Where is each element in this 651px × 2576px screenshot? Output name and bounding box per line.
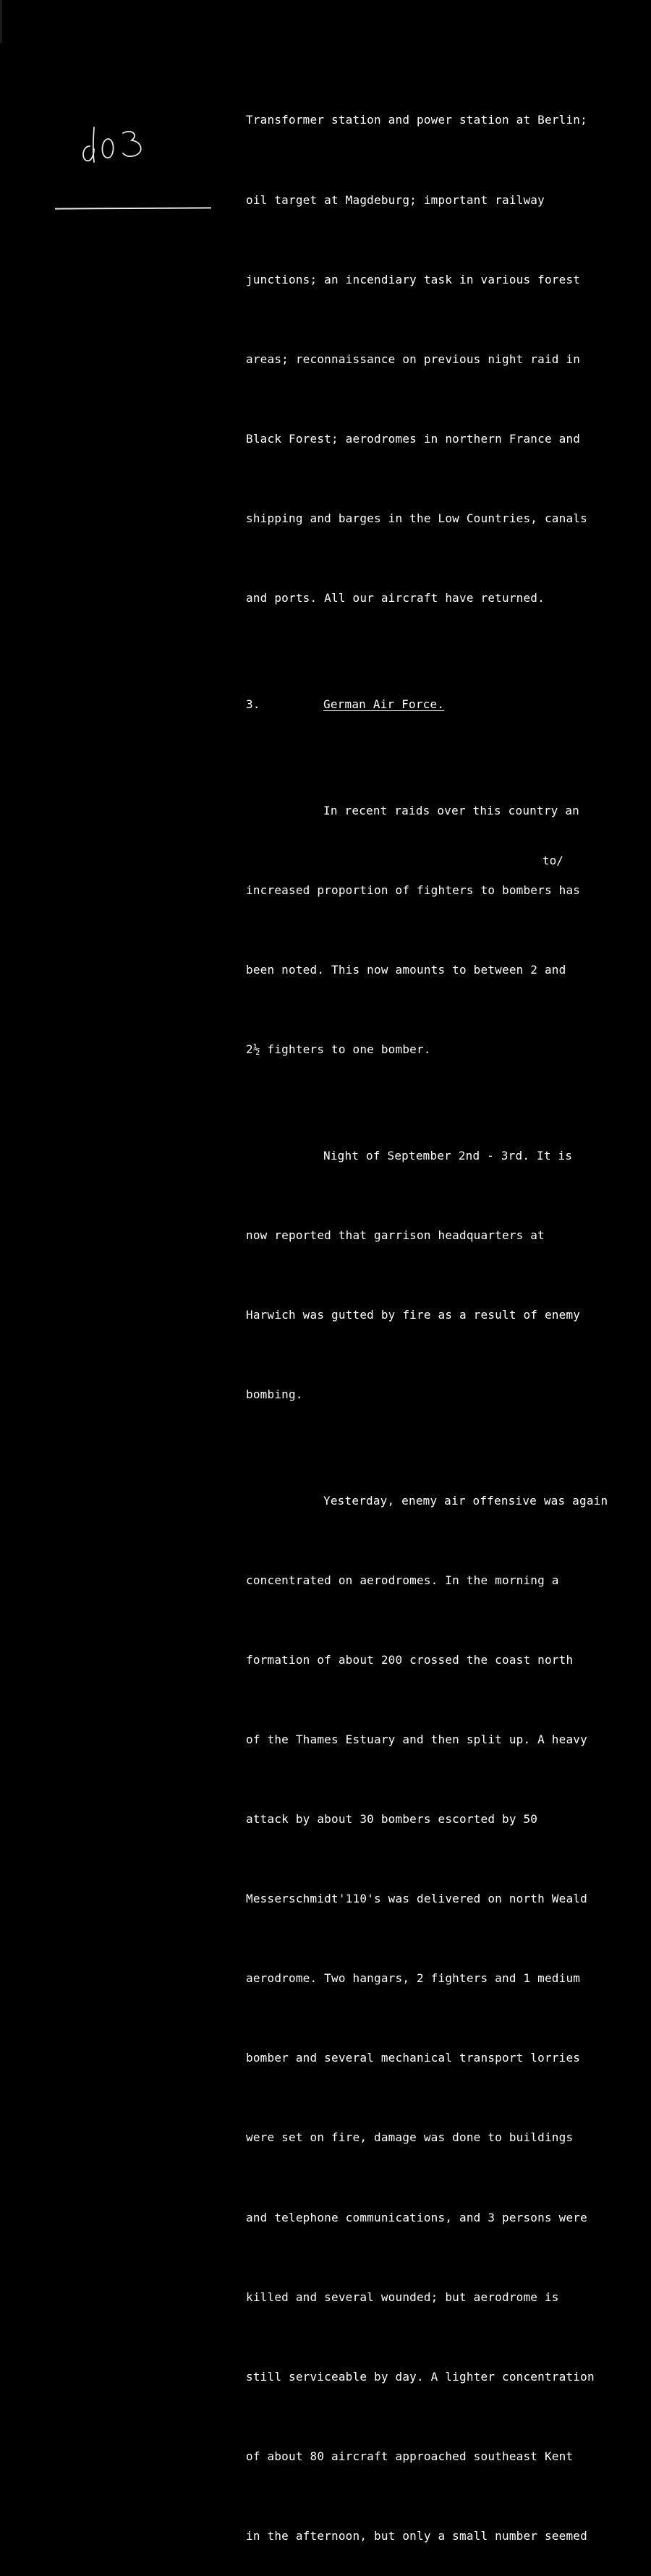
text-line: bomber and several mechanical transport lorries bbox=[246, 2051, 581, 2065]
text-line: concentrated on aerodromes. In the morning a bbox=[246, 1573, 559, 1587]
page-edge bbox=[0, 0, 2, 43]
text-line: of the Thames Estuary and then split up. A heavy bbox=[246, 1733, 587, 1746]
text-line: in the afternoon, but only a small number seemed bbox=[246, 2528, 587, 2543]
catchword: to/ bbox=[542, 854, 563, 867]
text-line: now reported that garrison headquarters at bbox=[246, 1228, 545, 1242]
text-line: Transformer station and power station at Berlin; bbox=[246, 113, 587, 127]
text-line: Harwich was gutted by fire as a result of enemy bbox=[246, 1307, 581, 1322]
text-line: Black Forest; aerodromes in northern France and bbox=[246, 431, 581, 446]
text-line: were set on fire, damage was done to buildings bbox=[246, 2130, 574, 2145]
text-line: Yesterday, enemy air offensive was again bbox=[323, 1493, 608, 1508]
text-line: been noted. This now amounts to between 2 and bbox=[246, 962, 566, 977]
text-line: shipping and barges in the Low Countries, canals bbox=[246, 511, 587, 525]
text-line: bombing. bbox=[246, 1387, 303, 1401]
section-heading-line bbox=[246, 692, 640, 718]
section-heading: German Air Force. bbox=[323, 697, 445, 711]
text-line: killed and several wounded; but aerodrome is bbox=[246, 2290, 559, 2304]
text-line: increased proportion of fighters to bombers has bbox=[246, 883, 581, 897]
margin-handwritten-number bbox=[80, 120, 159, 171]
handwritten-number-graphic bbox=[80, 120, 159, 171]
text-line: and telephone communications, and 3 persons were bbox=[246, 2210, 587, 2224]
text-line: aerodrome. Two hangars, 2 fighters and 1 medium bbox=[246, 1971, 581, 1986]
text-line: 2½ fighters to one bomber. bbox=[246, 1042, 431, 1056]
text-line: Night of September 2nd - 3rd. It is bbox=[323, 1148, 573, 1162]
text-line: Messerschmidt'110's was delivered on north Weald bbox=[246, 1892, 587, 1906]
section-number: 3. bbox=[246, 697, 260, 711]
text-line: of about 80 aircraft approached southeast Kent bbox=[246, 2449, 574, 2463]
text-line: formation of about 200 crossed the coast north bbox=[246, 1652, 574, 1667]
document-body bbox=[246, 54, 640, 2576]
text-line: still serviceable by day. A lighter concentration bbox=[246, 2369, 595, 2384]
text-line: and ports. All our aircraft have returned. bbox=[246, 590, 545, 605]
text-line: junctions; an incendiary task in various forest bbox=[246, 272, 581, 286]
text-line: oil target at Magdeburg; important railway bbox=[246, 192, 545, 207]
text-line: In recent raids over this country an bbox=[323, 803, 579, 817]
margin-rule bbox=[55, 207, 211, 209]
text-line: attack by about 30 bombers escorted by 50 bbox=[246, 1812, 538, 1827]
text-line: areas; reconnaissance on previous night raid in bbox=[246, 352, 581, 366]
